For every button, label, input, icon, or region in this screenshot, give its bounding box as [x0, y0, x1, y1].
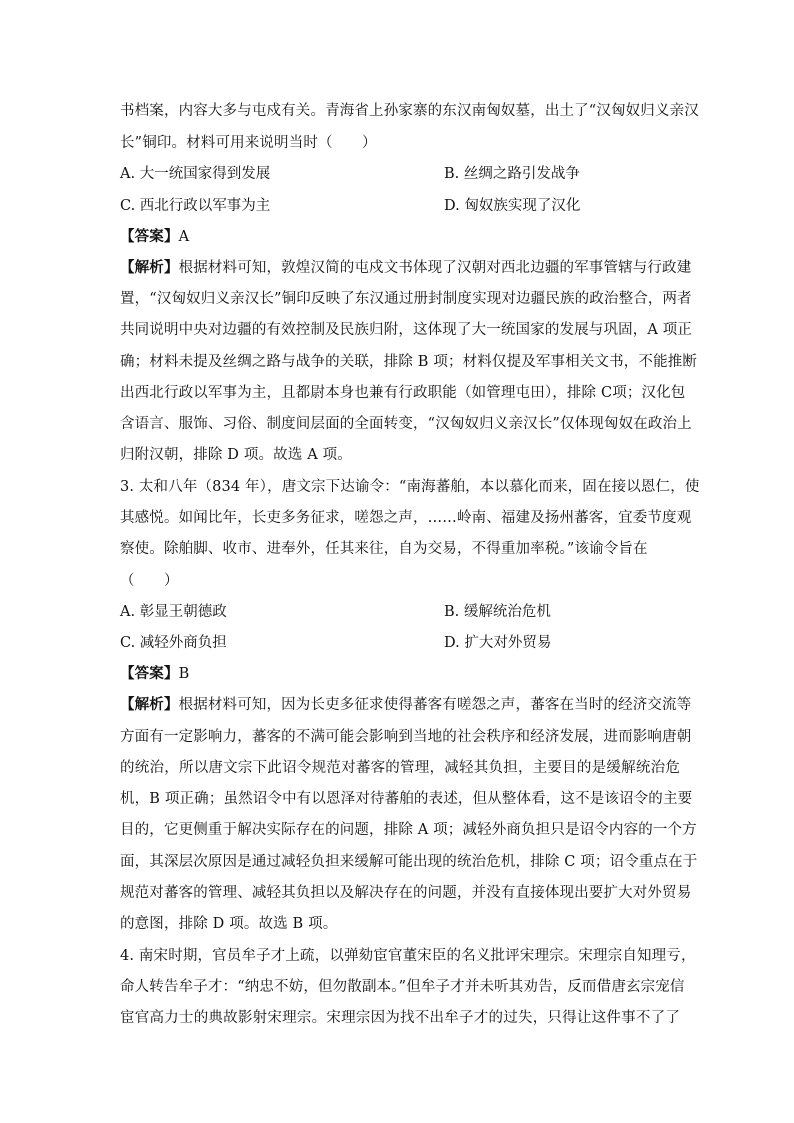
- q3-analysis-first: 根据材料可知，因为长吏多征求使得蕃客有嗟怨之声，蕃客在当时的经济交流等: [178, 697, 692, 713]
- q3-analysis-label: 【解析】: [120, 696, 179, 713]
- q3-analysis-line-5: 目的，它更侧重于解决实际存在的问题，排除 A 项；减轻外商负担只是诏令内容的一个方: [120, 822, 697, 838]
- q2-option-b: B. 丝绸之路引发战争: [444, 166, 580, 182]
- q2-analysis-line-4: 确；材料未提及丝绸之路与战争的关联，排除 B 项；材料仅提及军事相关文书，不能推断: [120, 354, 698, 370]
- q3-option-b: B. 缓解统治危机: [444, 604, 551, 620]
- q3-analysis-line-8: 的意图，排除 D 项。故选 B 项。: [120, 916, 338, 932]
- q4-stem-line-3: 宦官高力士的典故影射宋理宗。宋理宗因为找不出牟子才的过失，只得让这件事不了了: [120, 1010, 680, 1026]
- q2-analysis-line-1: [120, 258, 692, 278]
- q2-analysis-line-3: 共同说明中央对边疆的有效控制及民族归附，这体现了大一统国家的发展与巩固，A 项正: [120, 322, 693, 338]
- q3-option-d: D. 扩大对外贸易: [444, 635, 552, 651]
- q3-analysis-line-6: 面，其深层次原因是通过减轻负担来缓解可能出现的统治危机，排除 C 项；诏令重点在于: [120, 854, 698, 870]
- q2-analysis-line-7: 归附汉朝，排除 D 项。故选 A 项。: [120, 447, 352, 463]
- q3-analysis-line-4: 机，B 项正确；虽然诏令中有以恩泽对待蕃舶的表述，但从整体看，这不是该诏令的主要: [120, 791, 693, 807]
- q3-stem-line-1: 3. 太和八年（834 年），唐文宗下达谕令：“南海蕃舶，本以慕化而来，固在接以恩仁，使: [120, 479, 700, 495]
- q3-stem-line-4: （ ）: [120, 573, 179, 589]
- q3-analysis-line-3: 的统治，所以唐文宗下此诏令规范对蕃客的管理，减轻其负担，主要目的是缓解统治危: [120, 760, 680, 776]
- q4-stem-line-2: 命人转告牟子才：“纳忠不妨，但勿散副本。”但牟子才并未听其劝告，反而借唐玄宗宠信: [120, 979, 685, 995]
- q2-answer-label: 【答案】: [120, 228, 179, 245]
- q4-stem-line-1: 4. 南宋时期，官员牟子才上疏，以弹劾宦官董宋臣的名义批评宋理宗。宋理宗自知理亏，: [120, 948, 696, 964]
- q3-answer-label: 【答案】: [120, 665, 179, 682]
- q2-option-c: C. 西北行政以军事为主: [120, 198, 271, 214]
- q2-analysis-line-6: 含语言、服饰、习俗、制度间层面的全面转变，“汉匈奴归义亲汉长”仅体现匈奴在政治上: [120, 416, 692, 432]
- q3-answer: [120, 664, 680, 684]
- q2-analysis-first: 根据材料可知，敦煌汉简的屯戍文书体现了汉朝对西北边疆的军事管辖与行政建: [178, 260, 692, 276]
- q3-analysis-line-1: [120, 695, 692, 715]
- q2-analysis-line-5: 出西北行政以军事为主，且都尉本身也兼有行政职能（如管理屯田），排除 C项；汉化包: [120, 385, 686, 401]
- q3-stem-line-2: 其感悦。如闻比年，长吏多务征求，嗟怨之声，……岭南、福建及扬州蕃客，宜委节度观: [120, 510, 692, 526]
- q3-analysis-line-7: 规范对蕃客的管理、减轻其负担以及解决存在的问题，并没有直接体现出要扩大对外贸易: [120, 885, 692, 901]
- q2-analysis-line-2: 置，“汉匈奴归义亲汉长”铜印反映了东汉通过册封制度实现对边疆民族的政治整合，两者: [120, 291, 692, 307]
- q3-answer-value: B: [178, 666, 190, 682]
- q2-option-d: D. 匈奴族实现了汉化: [444, 198, 581, 214]
- q2-option-a: A. 大一统国家得到发展: [120, 166, 271, 182]
- q2-answer: [120, 227, 680, 247]
- q3-stem-line-3: 察使。除舶脚、收市、进奉外，任其来往，自为交易，不得重加率税。”该谕令旨在: [120, 541, 648, 557]
- q2-analysis-label: 【解析】: [120, 259, 179, 276]
- q2-answer-value: A: [178, 229, 190, 245]
- q2-stem-line-2: 长”铜印。材料可用来说明当时（ ）: [120, 135, 377, 151]
- q3-analysis-line-2: 方面有一定影响力，蕃客的不满可能会影响到当地的社会秩序和经济发展，进而影响唐朝: [120, 729, 692, 745]
- q3-option-c: C. 减轻外商负担: [120, 635, 227, 651]
- q3-option-a: A. 彰显王朝德政: [120, 604, 227, 620]
- q2-stem-line-1: 书档案，内容大多与屯戍有关。青海省上孙家寨的东汉南匈奴墓，出土了“汉匈奴归义亲汉: [120, 103, 699, 119]
